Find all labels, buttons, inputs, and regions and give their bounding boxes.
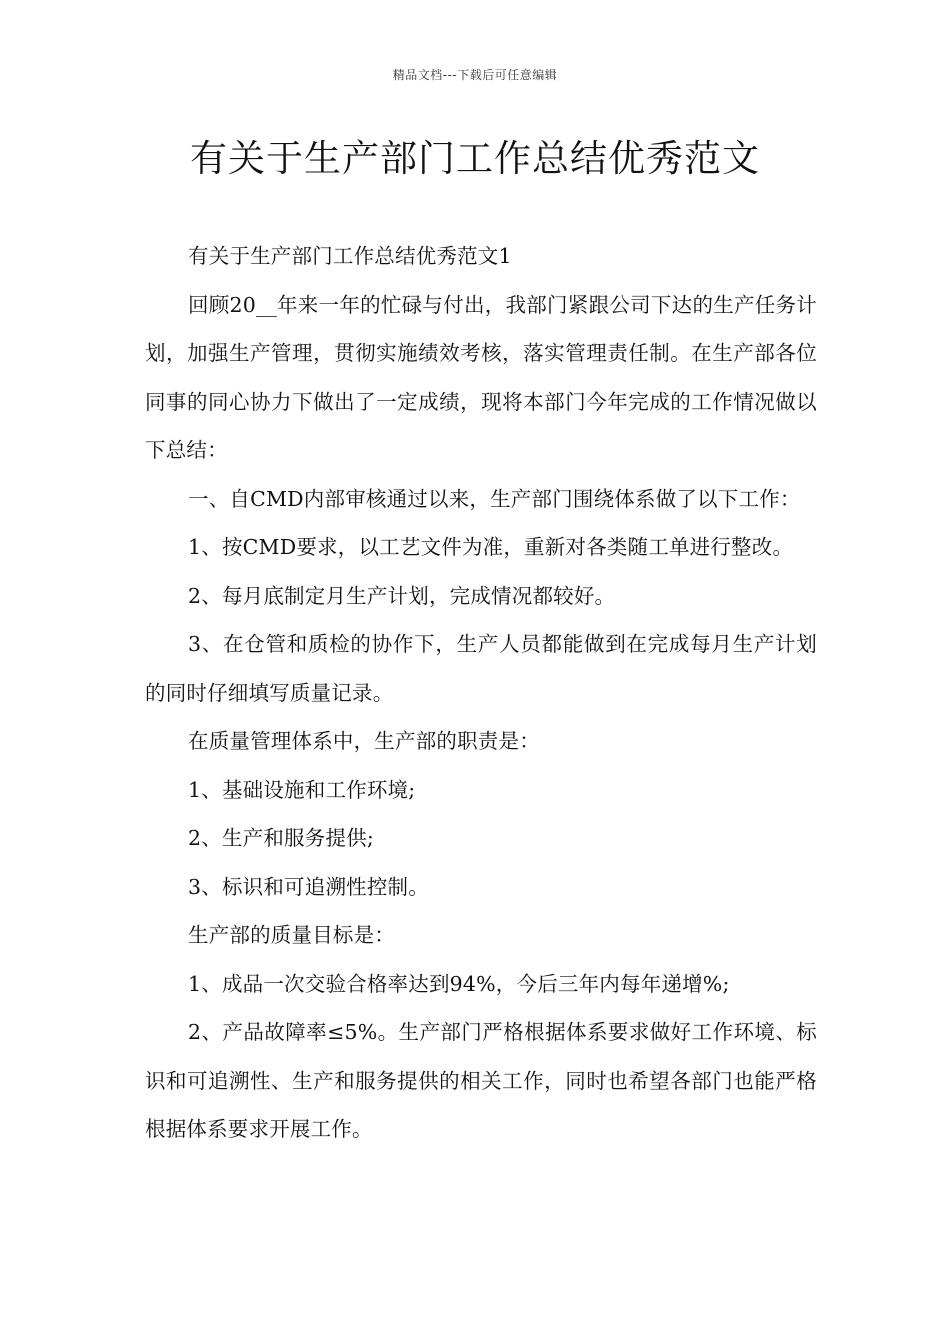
page-header: 精品文档---下载后可任意编辑 — [392, 68, 558, 82]
paragraph-goal-2: 2、产品故障率≤5%。生产部门严格根据体系要求做好工作环境、标识和可追溯性、生产和服务提供的相关工作，同时也希望各部门也能严格根据体系要求开展工作。 — [145, 1020, 817, 1141]
paragraph-item-3: 3、在仓管和质检的协作下，生产人员都能做到在完成每月生产计划的同时仔细填写质量记录。 — [145, 632, 817, 705]
paragraph-goals-heading: 生产部的质量目标是： — [188, 923, 395, 947]
paragraph-item-2: 2、每月底制定月生产计划，完成情况都较好。 — [188, 583, 616, 608]
document-body — [145, 232, 817, 1154]
paragraph-review: 回顾20__年来一年的忙碌与付出，我部门紧跟公司下达的生产任务计划，加强生产管理，贯彻实施绩效考核，落实管理责任制。在生产部各位同事的同心协力下做出了一定成绩，现将本部门今年完成的工作情况做以下总结： — [145, 292, 817, 462]
paragraph-goal-1: 1、成品一次交验合格率达到94%，今后三年内每年递增%; — [188, 971, 730, 996]
paragraph-duties-heading: 在质量管理体系中，生产部的职责是： — [188, 729, 540, 753]
paragraph-item-1: 1、按CMD要求，以工艺文件为准，重新对各类随工单进行整改。 — [188, 535, 794, 559]
paragraph-duty-3: 3、标识和可追溯性控制。 — [188, 874, 429, 899]
document-title: 有关于生产部门工作总结优秀范文 — [190, 137, 760, 180]
paragraph-subtitle: 有关于生产部门工作总结优秀范文1 — [188, 244, 512, 268]
paragraph-section-one: 一、自CMD内部审核通过以来，生产部门围绕体系做了以下工作： — [188, 486, 801, 511]
paragraph-duty-1: 1、基础设施和工作环境; — [188, 777, 416, 802]
paragraph-duty-2: 2、生产和服务提供; — [188, 826, 374, 850]
